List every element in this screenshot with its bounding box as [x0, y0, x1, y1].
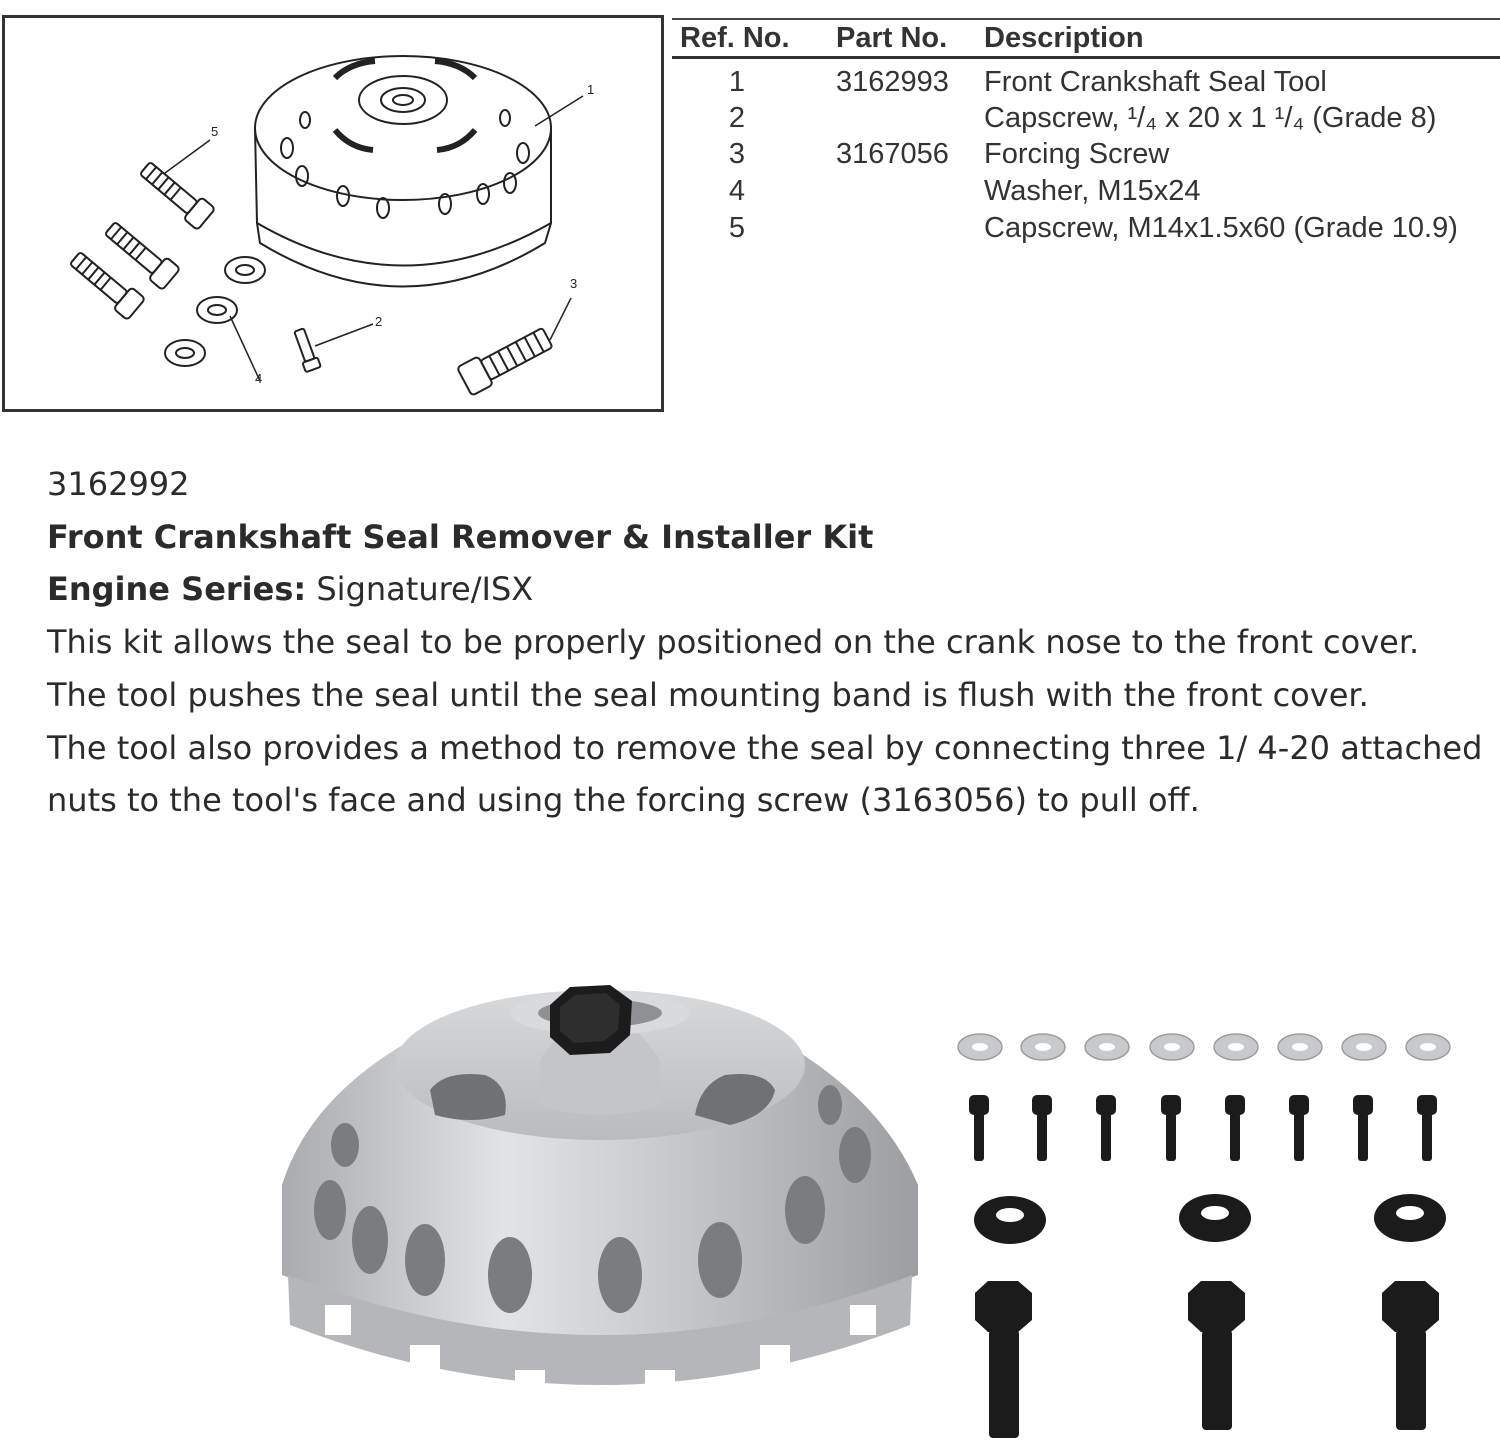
engine-series-label: Engine Series: — [47, 570, 307, 609]
description-line: This kit allows the seal to be properly positioned on the crank nose to the front cover. — [47, 623, 1420, 662]
row-description: Capscrew, ¹/₄ x 20 x 1 ¹/₄ (Grade 8) — [984, 102, 1437, 134]
row-description: Forcing Screw — [984, 138, 1170, 170]
callout-3: 3 — [570, 276, 578, 291]
header-description: Description — [984, 22, 1144, 54]
photo-spacers — [974, 1194, 1446, 1244]
photo-small-capscrews — [969, 1095, 1437, 1161]
product-number: 3162992 — [47, 465, 190, 503]
diagram-seal-tool — [255, 56, 551, 287]
table-header-rule — [672, 56, 1500, 59]
callout-2: 2 — [375, 314, 383, 329]
row-ref: 4 — [728, 175, 746, 207]
diagram-washers — [165, 257, 265, 366]
engine-series-value: Signature/ISX — [306, 570, 534, 609]
callout-5: 5 — [211, 124, 219, 139]
row-ref: 5 — [728, 212, 746, 244]
photo-large-capscrews — [975, 1281, 1439, 1438]
description-line: The tool also provides a method to remove the seal by connecting three 1/ 4-20 attached — [47, 728, 1483, 767]
product-title: Front Crankshaft Seal Remover & Installer Kit — [47, 517, 874, 556]
diagram-forcing-screw — [457, 323, 555, 395]
product-description — [47, 458, 1487, 827]
description-line: nuts to the tool's face and using the forcing screw (3163056) to pull off. — [47, 781, 1200, 820]
row-part-no: 3167056 — [836, 138, 949, 170]
row-ref: 1 — [728, 66, 746, 98]
diagram-small-capscrew — [291, 327, 320, 372]
exploded-diagram — [2, 15, 664, 412]
callout-4: 4 — [255, 371, 263, 386]
header-ref-no: Ref. No. — [680, 22, 790, 54]
row-ref: 2 — [728, 102, 746, 134]
row-description: Capscrew, M14x1.5x60 (Grade 10.9) — [984, 212, 1458, 244]
row-part-no: 3162993 — [836, 66, 949, 98]
photo-seal-tool — [282, 985, 918, 1410]
header-part-no: Part No. — [836, 22, 948, 54]
description-line: The tool pushes the seal until the seal mounting band is flush with the front cover. — [47, 675, 1369, 714]
diagram-capscrews — [66, 157, 215, 320]
row-description: Front Crankshaft Seal Tool — [984, 66, 1327, 98]
engine-series — [47, 563, 1487, 616]
product-photo — [270, 975, 1500, 1443]
row-description: Washer, M15x24 — [984, 175, 1201, 207]
row-ref: 3 — [728, 138, 746, 170]
callout-1: 1 — [587, 82, 595, 97]
photo-washers — [958, 1034, 1450, 1060]
